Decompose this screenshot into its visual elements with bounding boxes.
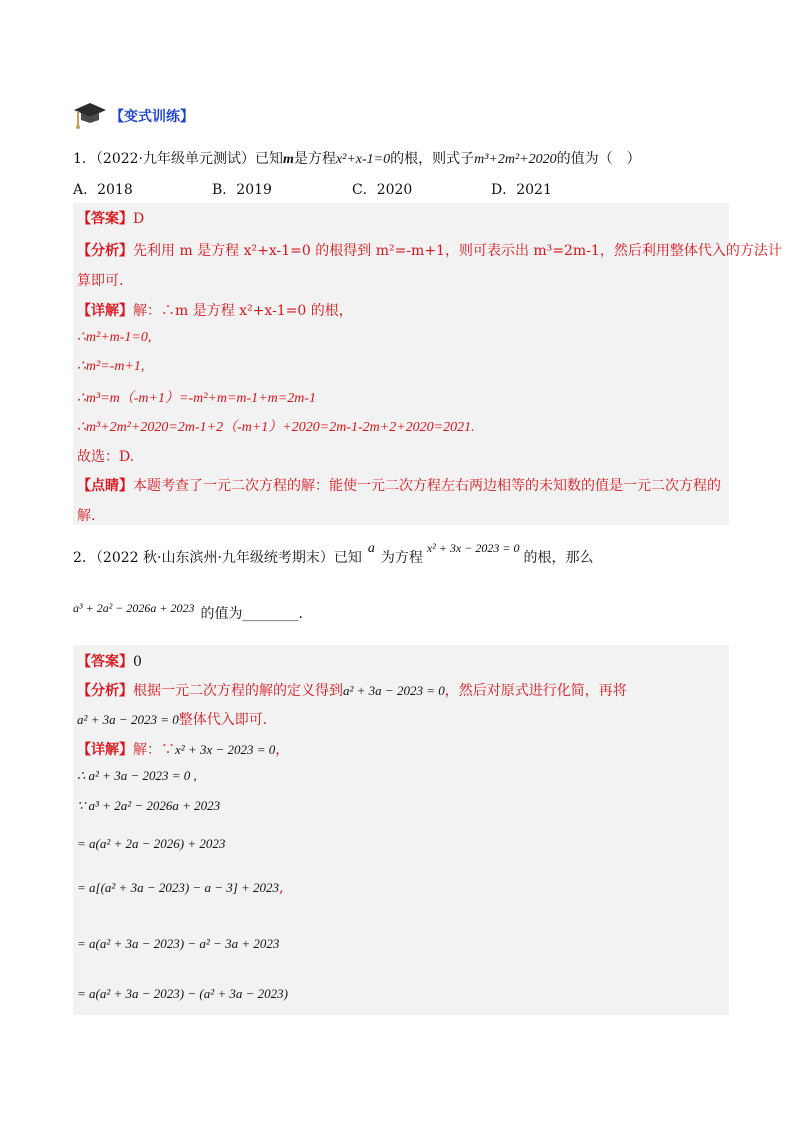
detail-tag: 【详解】: [77, 303, 133, 319]
s2-step-4-expr: = a[(a² + 3a − 2023) − a − 3] + 2023: [77, 880, 280, 895]
q2-text-d: 的值为________.: [200, 606, 303, 622]
question-2: [73, 541, 594, 567]
s1-step-1: ∴m²+m-1=0,: [77, 330, 152, 345]
q1-text-d: 的值为（ ）: [556, 151, 641, 167]
answer-value: 0: [133, 654, 142, 670]
s1-comment-2: 解.: [77, 508, 96, 524]
option-c: C．2020: [352, 182, 413, 198]
s2-step-5: = a(a² + 3a − 2023) − a² − 3a + 2023: [77, 936, 280, 951]
detail-text-a: 解：∵: [133, 742, 175, 758]
q2-text-b: 为方程: [380, 550, 423, 566]
s2-analysis: [77, 680, 627, 700]
analysis-text-2: 整体代入即可.: [178, 712, 268, 728]
option-b: B．2019: [212, 182, 272, 198]
s2-answer: [77, 651, 142, 671]
s1-choose: 故选：D.: [77, 449, 135, 465]
analysis-tag: 【分析】: [77, 683, 133, 699]
q1-text-c: 的根，则式子: [390, 151, 475, 167]
q2-line-2: [73, 603, 303, 623]
q2-equation: x² + 3x − 2023 = 0: [426, 541, 520, 555]
question-number: 1．: [73, 151, 96, 167]
s2-step-6: = a(a² + 3a − 2023) − (a² + 3a − 2023): [77, 986, 288, 1001]
graduation-cap-icon: [72, 100, 108, 130]
s2-step-4: [77, 880, 284, 896]
detail-equation: x² + 3x − 2023 = 0: [175, 742, 276, 757]
analysis-text-b: ，然后对原式进行化简，再将: [444, 683, 627, 699]
s1-step-3: ∴m³=m（-m+1）=-m²+m=m-1+m=2m-1: [77, 391, 316, 406]
q2-var: a: [367, 541, 375, 556]
s2-step-1: ∴ a² + 3a − 2023 = 0 ,: [77, 768, 197, 783]
answer-value: D: [133, 211, 145, 227]
s1-step-4: ∴m³+2m²+2020=2m-1+2（-m+1）+2020=2m-1-2m+2+2020=2021.: [77, 420, 475, 435]
s1-step-2: ∴m²=-m+1,: [77, 359, 145, 374]
solution-box-2: [73, 645, 729, 1015]
s2-analysis-2: [77, 709, 267, 729]
q2-text-a: 已知: [333, 550, 362, 566]
detail-tag: 【详解】: [77, 742, 133, 758]
q1-var: m: [283, 152, 294, 167]
question-source: （2022 秋·山东滨州·九年级统考期末）: [95, 550, 334, 566]
s2-step-4-comma: ,: [279, 880, 284, 896]
section-title: 【变式训练】: [110, 109, 194, 125]
s1-detail: [77, 300, 353, 320]
q1-text-a: 已知: [255, 151, 284, 167]
option-a: A．2018: [73, 182, 133, 198]
q2-expr: a³ + 2a² − 2026a + 2023: [73, 601, 195, 615]
s2-step-2: ∵ a³ + 2a² − 2026a + 2023: [77, 798, 221, 813]
analysis-equation-2: a² + 3a − 2023 = 0: [77, 712, 179, 727]
analysis-tag: 【分析】: [77, 243, 133, 259]
detail-first-line: 解：∴m 是方程 x²+x-1=0 的根，: [133, 303, 353, 319]
s1-comment: [77, 475, 721, 495]
q1-expr: m³+2m²+2020: [474, 152, 557, 167]
analysis-equation: a² + 3a − 2023 = 0: [343, 683, 445, 698]
s1-analysis-2: 算即可.: [77, 273, 124, 289]
detail-text-b: ，: [275, 742, 290, 758]
s2-detail: [77, 739, 289, 759]
analysis-line-1: 先利用 m 是方程 x²+x-1=0 的根得到 m²=-m+1，则可表示出 m³=2m-1，然后利用整体代入的方法计: [133, 243, 782, 259]
q2-text-c: 的根，那么: [523, 550, 594, 566]
option-d: D．2021: [491, 182, 552, 198]
s1-answer: [77, 208, 144, 228]
analysis-text-a: 根据一元二次方程的解的定义得到: [133, 683, 343, 699]
comment-tag: 【点睛】: [77, 478, 133, 494]
comment-line-1: 本题考查了一元二次方程的解：能使一元二次方程左右两边相等的未知数的值是一元二次方程的: [133, 478, 721, 494]
question-1: [73, 148, 641, 168]
s2-step-3: = a(a² + 2a − 2026) + 2023: [77, 836, 226, 851]
q1-equation: x²+x-1=0: [335, 152, 391, 167]
answer-tag: 【答案】: [77, 211, 133, 227]
s1-analysis: [77, 240, 782, 260]
question-source: （2022·九年级单元测试）: [95, 151, 256, 167]
q1-text-b: 是方程: [293, 151, 336, 167]
question-number: 2．: [73, 550, 96, 566]
answer-tag: 【答案】: [77, 654, 133, 670]
